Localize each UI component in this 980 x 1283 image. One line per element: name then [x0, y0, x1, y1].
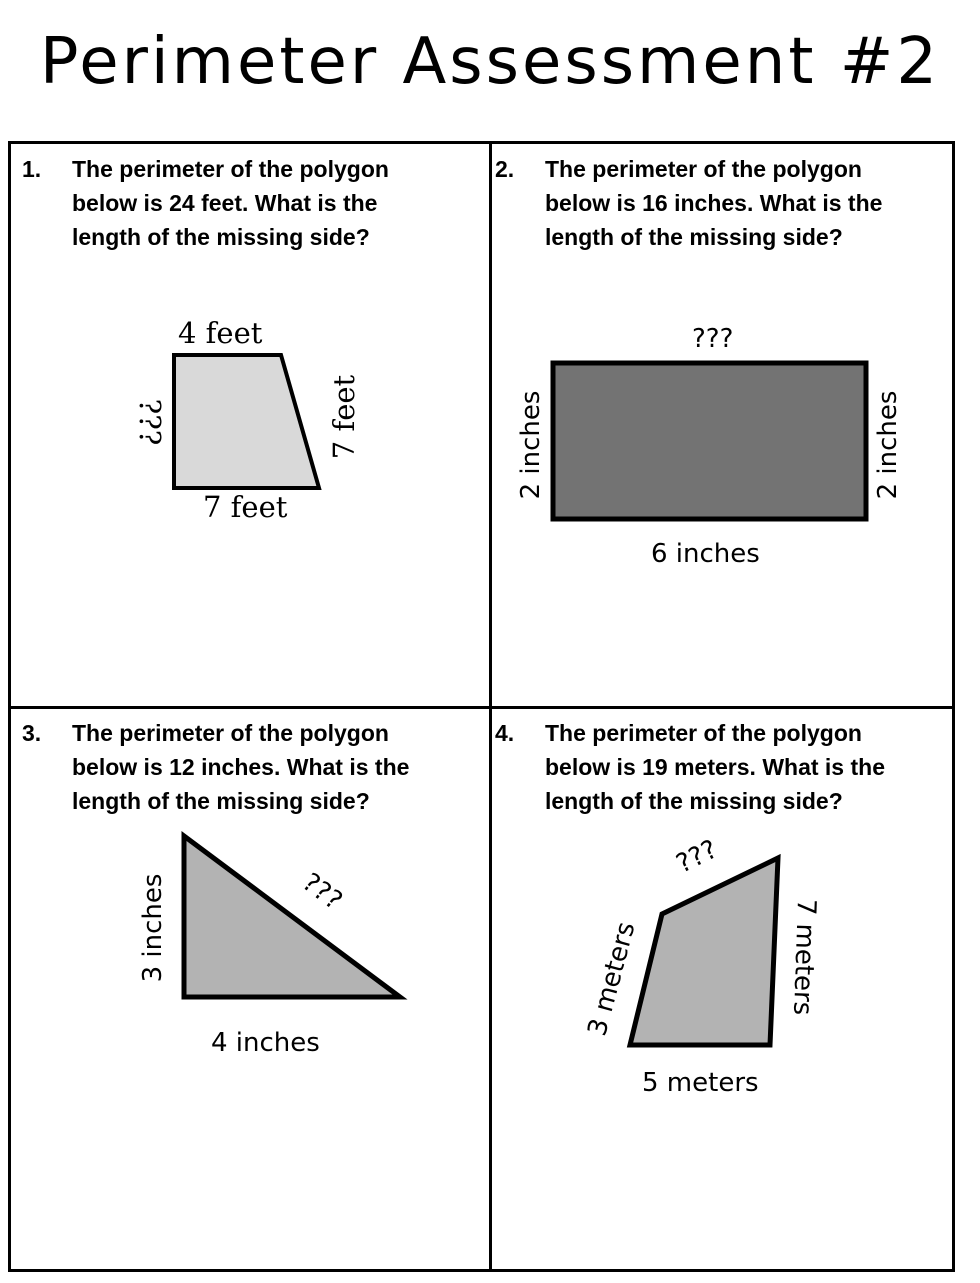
shape1-right-label: 7 feet: [327, 374, 361, 460]
question-line: The perimeter of the polygon: [545, 720, 862, 746]
question-line: below is 12 inches. What is the: [72, 754, 410, 780]
shape2-bottom-label: 6 inches: [651, 539, 760, 569]
question-line: below is 19 meters. What is the: [545, 754, 885, 780]
shape4-top-label: ???: [671, 834, 723, 880]
shape3-hypotenuse-label: ???: [296, 867, 348, 917]
question-line: length of the missing side?: [72, 788, 370, 814]
right-triangle-shape: [184, 836, 400, 997]
question-line: length of the missing side?: [545, 788, 843, 814]
question-number: 1.: [22, 156, 42, 182]
shape4-left-label: 3 meters: [582, 918, 642, 1040]
question-line: The perimeter of the polygon: [545, 156, 862, 182]
question-number: 4.: [495, 720, 515, 746]
shape1-top-label: 4 feet: [178, 316, 263, 350]
question-line: below is 16 inches. What is the: [545, 190, 883, 216]
question-line: below is 24 feet. What is the: [72, 190, 378, 216]
shape3-left-label: 3 inches: [138, 873, 168, 983]
question-line: The perimeter of the polygon: [72, 720, 389, 746]
shape2-left-label: 2 inches: [516, 390, 546, 500]
question-line: length of the missing side?: [545, 224, 843, 250]
quadrilateral-shape: [630, 858, 778, 1045]
shape2-right-label: 2 inches: [873, 390, 903, 500]
question-number: 3.: [22, 720, 42, 746]
question-line: length of the missing side?: [72, 224, 370, 250]
shape1-bottom-label: 7 feet: [203, 490, 288, 524]
shape4-right-label: 7 meters: [786, 898, 822, 1016]
question-line: The perimeter of the polygon: [72, 156, 389, 182]
shape4-bottom-label: 5 meters: [642, 1068, 759, 1098]
question-number: 2.: [495, 156, 515, 182]
page-title: Perimeter Assessment #2: [39, 25, 941, 99]
shape2-top-label: ???: [692, 324, 734, 354]
rectangle-shape: [553, 363, 866, 519]
shape1-left-label: ???: [133, 398, 167, 446]
shape3-bottom-label: 4 inches: [211, 1028, 320, 1058]
trapezoid-shape: [174, 355, 319, 488]
